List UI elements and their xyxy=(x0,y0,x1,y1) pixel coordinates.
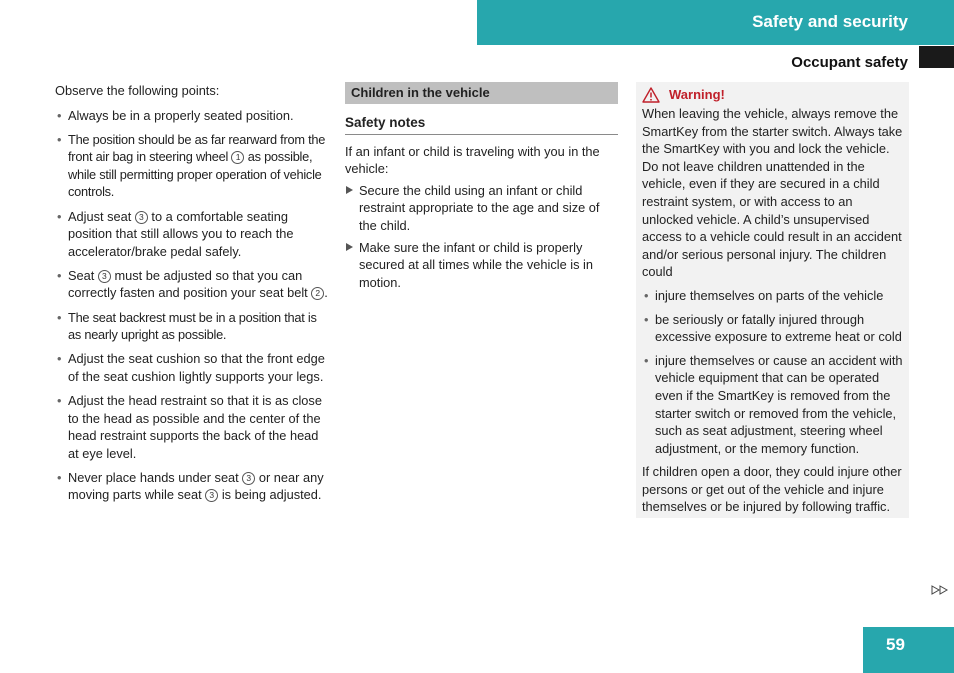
callout-number: 3 xyxy=(242,472,255,485)
callout-number: 3 xyxy=(205,489,218,502)
warning-triangle-icon xyxy=(642,87,660,103)
subheading: Safety notes xyxy=(345,114,618,135)
page-number: 59 xyxy=(886,635,905,654)
intro-text: Observe the following points: xyxy=(55,83,220,98)
list-item: • injure themselves on parts of the vehicle xyxy=(642,287,903,305)
column-middle xyxy=(345,82,618,295)
list-item: • Adjust the seat cushion so that the front edge of the seat cushion lightly supports your legs. xyxy=(55,350,328,385)
warning-outro: If children open a door, they could injure other persons or get out of the vehicle and injure themselves or be injured by following traffic. xyxy=(642,464,902,515)
callout-number: 3 xyxy=(135,211,148,224)
step-item: Make sure the infant or child is properly secured at all times while the vehicle is in motion. xyxy=(345,239,618,292)
steps-list xyxy=(345,182,618,292)
warning-box xyxy=(636,82,909,518)
intro-text: If an infant or child is traveling with you in the vehicle: xyxy=(345,143,600,177)
list-item: • injure themselves or cause an accident with vehicle equipment that can be operated even if the SmartKey is removed from the starter switch or removed from the vehicle, such as seat adjustment, steering wheel adjustment, or the memory function. xyxy=(642,352,903,458)
list-item: • Always be in a properly seated position. xyxy=(55,107,328,125)
callout-number: 1 xyxy=(231,151,244,164)
warning-intro: When leaving the vehicle, always remove the SmartKey from the starter switch. Always take the SmartKey with you and lock the vehicle. Do not leave children unattended in the vehicle, even if they are secured in a child restraint system, or with access to an unlocked vehicle. A child’s unsupervised access to a vehicle could result in an accident and/or serious personal injury. The children could xyxy=(642,106,903,280)
list-item: • The position should be as far rearward from the front air bag in steering wheel 1 as possible, while still permitting proper operation of vehicle controls. xyxy=(55,131,328,201)
page-number-box xyxy=(863,627,954,673)
column-left xyxy=(55,82,328,510)
list-item: • Adjust seat 3 to a comfortable seating position that still allows you to reach the accelerator/brake pedal safely. xyxy=(55,208,328,261)
list-item: • The seat backrest must be in a position that is as nearly upright as possible. xyxy=(55,309,328,344)
chapter-tab-marker xyxy=(919,46,954,68)
list-item: • Seat 3 must be adjusted so that you can correctly fasten and position your seat belt 2 . xyxy=(55,267,328,302)
list-item: • Adjust the head restraint so that it is as close to the head as possible and the center of the head restraint supports the back of the head at eye level. xyxy=(55,392,328,462)
warning-heading xyxy=(642,85,903,105)
callout-number: 3 xyxy=(98,270,111,283)
section-heading: Children in the vehicle xyxy=(345,82,618,104)
callout-number: 2 xyxy=(311,287,324,300)
section-title: Occupant safety xyxy=(791,54,908,71)
seating-points-list xyxy=(55,107,328,504)
chapter-title: Safety and security xyxy=(752,12,908,31)
step-item: Secure the child using an infant or child restraint appropriate to the age and size of the child. xyxy=(345,182,618,235)
list-item: • Never place hands under seat 3 or near any moving parts while seat 3 is being adjusted. xyxy=(55,469,328,504)
column-right xyxy=(636,82,909,518)
list-item: • be seriously or fatally injured through excessive exposure to extreme heat or cold xyxy=(642,311,903,346)
warning-title: Warning! xyxy=(669,87,725,102)
double-triangle-right-icon xyxy=(931,585,949,595)
warning-list xyxy=(642,287,903,457)
